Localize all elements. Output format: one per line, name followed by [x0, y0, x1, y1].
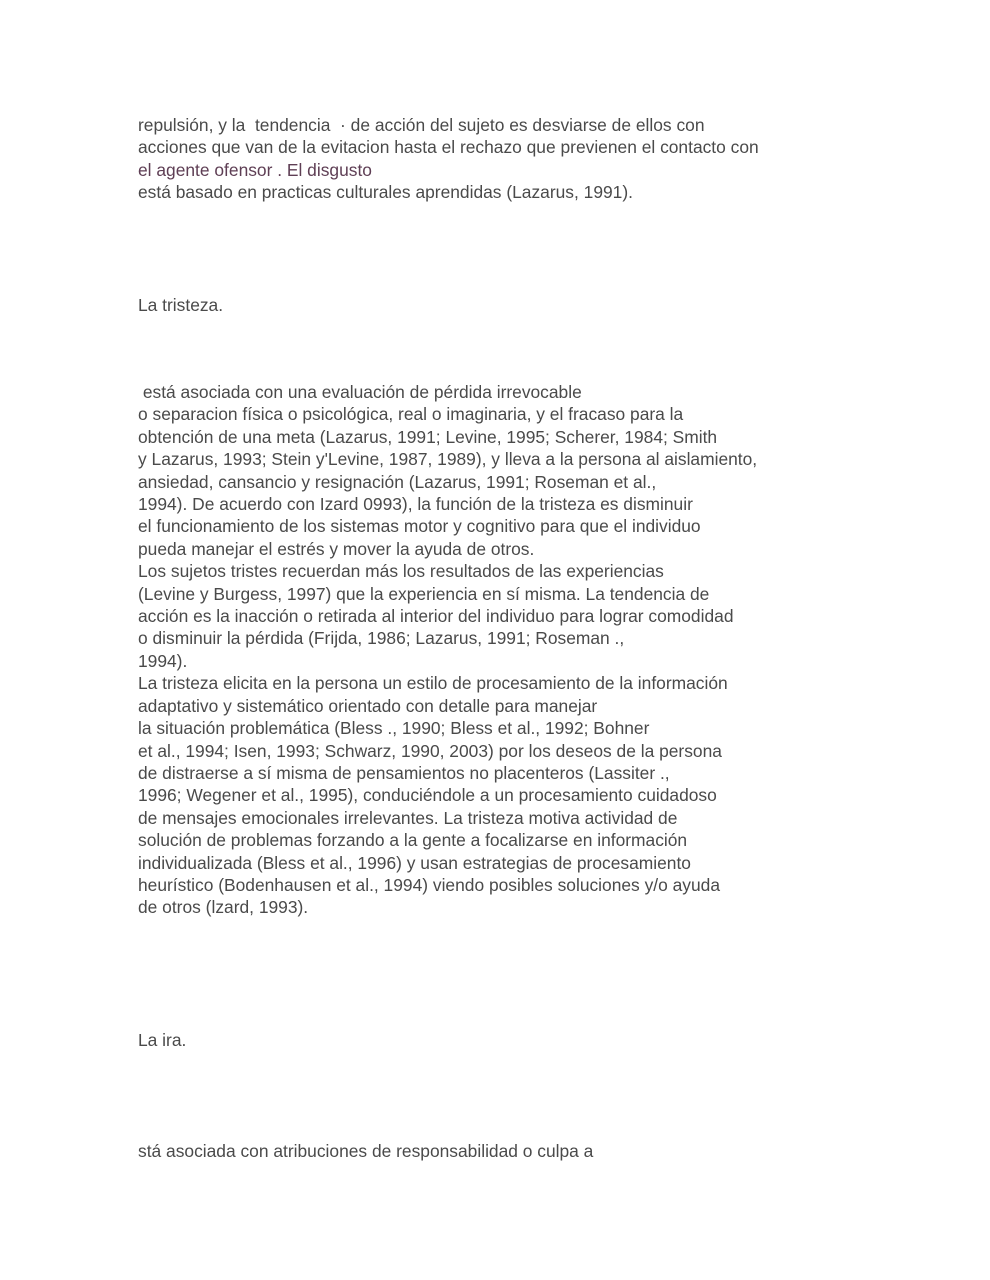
paragraph-line: ansiedad, cansancio y resignación (Lazarus, 1991; Roseman et al., — [138, 471, 657, 492]
paragraph-line: solución de problemas forzando a la gente a focalizarse en información — [138, 830, 688, 851]
paragraph-tristeza — [138, 381, 858, 919]
paragraph-line: individualizada (Bless et al., 1996) y usan estrategias de procesamiento — [138, 852, 691, 873]
paragraph-line: el agente ofensor . El disgusto — [138, 159, 372, 180]
paragraph-line: repulsión, y la tendencia · de acción del sujeto es desviarse de ellos con — [138, 115, 705, 135]
paragraph-line: obtención de una meta (Lazarus, 1991; Levine, 1995; Scherer, 1984; Smith — [138, 426, 718, 447]
paragraph-line: y Lazarus, 1993; Stein y'Levine, 1987, 1989), y lleva a la persona al aislamiento, — [138, 449, 758, 470]
paragraph-line: de distraerse a sí misma de pensamientos no placenteros (Lassiter ., — [138, 762, 670, 783]
paragraph-line: 1994). De acuerdo con Izard 0993), la función de la tristeza es disminuir — [138, 494, 693, 515]
paragraph-line: de mensajes emocionales irrelevantes. La tristeza motiva actividad de — [138, 807, 678, 828]
paragraph-line: et al., 1994; Isen, 1993; Schwarz, 1990, 2003) por los deseos de la persona — [138, 740, 722, 761]
paragraph-line: acción es la inacción o retirada al interior del individuo para lograr comodidad — [138, 606, 734, 627]
paragraph-line: o separacion física o psicológica, real o imaginaria, y el fracaso para la — [138, 404, 684, 425]
paragraph-disgusto — [138, 114, 858, 204]
paragraph-line: adaptativo y sistemático orientado con detalle para manejar — [138, 695, 598, 716]
heading-tristeza: La tristeza. — [138, 295, 224, 315]
paragraph-line: 1996; Wegener et al., 1995), conduciéndole a un procesamiento cuidadoso — [138, 785, 717, 806]
paragraph-line: heurístico (Bodenhausen et al., 1994) viendo posibles soluciones y/o ayuda — [138, 874, 721, 895]
paragraph-line: está basado en practicas culturales aprendidas (Lazarus, 1991). — [138, 182, 633, 203]
paragraph-line: 1994). — [138, 650, 188, 671]
paragraph-line: stá asociada con atribuciones de responsabilidad o culpa a — [138, 1141, 594, 1161]
paragraph-line: Los sujetos tristes recuerdan más los resultados de las experiencias — [138, 561, 664, 582]
paragraph-line: pueda manejar el estrés y mover la ayuda de otros. — [138, 538, 535, 559]
paragraph-line: el funcionamiento de los sistemas motor y cognitivo para que el individuo — [138, 516, 701, 537]
paragraph-line: de otros (lzard, 1993). — [138, 897, 309, 918]
paragraph-line: acciones que van de la evitacion hasta el rechazo que previenen el contacto con — [138, 137, 759, 158]
paragraph-line: (Levine y Burgess, 1997) que la experiencia en sí misma. La tendencia de — [138, 583, 710, 604]
paragraph-line: la situación problemática (Bless ., 1990; Bless et al., 1992; Bohner — [138, 718, 650, 739]
paragraph-line: o disminuir la pérdida (Frijda, 1986; Lazarus, 1991; Roseman ., — [138, 628, 625, 649]
paragraph-ira — [138, 1140, 858, 1162]
heading-ira: La ira. — [138, 1030, 187, 1050]
paragraph-line: está asociada con una evaluación de pérdida irrevocable — [138, 382, 582, 402]
paragraph-line: La tristeza elicita en la persona un estilo de procesamiento de la información — [138, 673, 728, 694]
